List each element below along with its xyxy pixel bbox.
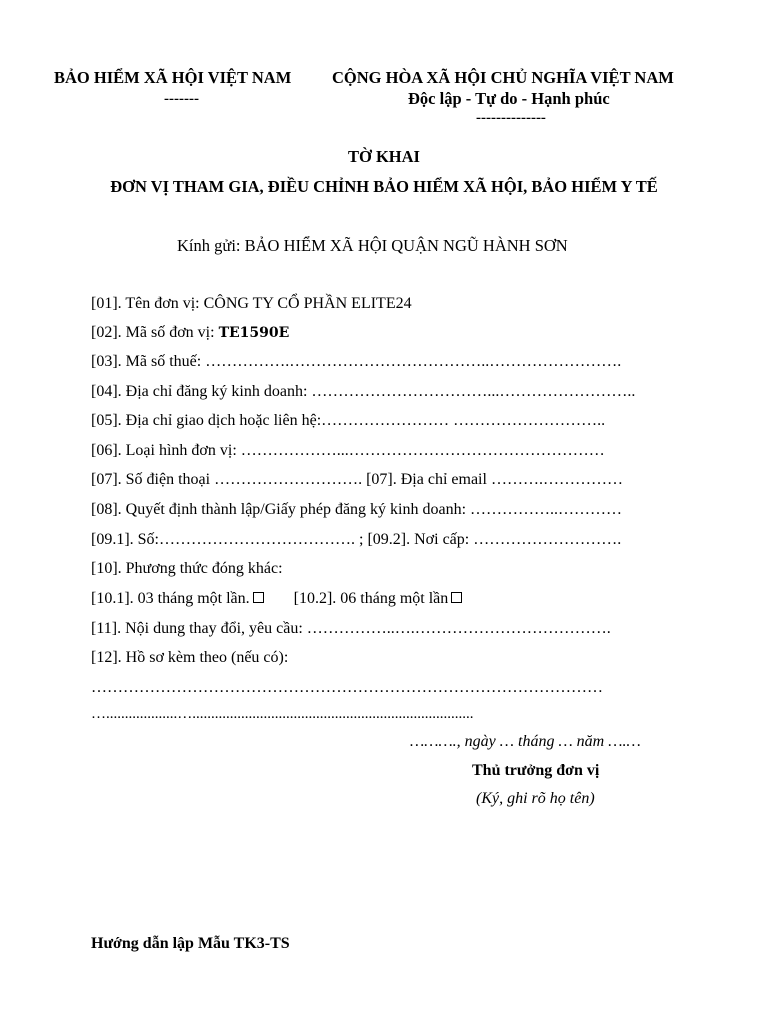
- signer-role: Thủ trưởng đơn vị: [472, 762, 600, 779]
- motto: Độc lập - Tự do - Hạnh phúc: [408, 89, 610, 108]
- date-line: ………., ngày … tháng … năm ….…: [410, 733, 641, 750]
- option-10-2-label: [10.2]. 06 tháng một lần: [293, 590, 449, 607]
- field-03: [03]. Mã số thuế: …………….………………………………..…………………….: [91, 353, 622, 370]
- title-sub: ĐƠN VỊ THAM GIA, ĐIỀU CHỈNH BẢO HIỂM XÃ HỘI, BẢO HIỂM Y TẾ: [110, 177, 658, 196]
- field-08: [08]. Quyết định thành lập/Giấy phép đăng ký kinh doanh: ……………..…………: [91, 501, 623, 518]
- field-05: [05]. Địa chỉ giao dịch hoặc liên hệ:…………………… ………………………..: [91, 412, 606, 429]
- option-10-1: [91, 590, 264, 607]
- field-10: [10]. Phương thức đóng khác:: [91, 560, 283, 577]
- field-02-value: TE1590E: [218, 325, 290, 341]
- field-11: [11]. Nội dung thay đổi, yêu cầu: ……………..….……………………………….: [91, 620, 611, 637]
- attachment-dots-1: ……………………………………………………………………………………: [91, 679, 603, 696]
- field-01: [01]. Tên đơn vị: CÔNG TY CỔ PHẦN ELITE24: [91, 295, 412, 312]
- guide-heading: Hướng dẫn lập Mẫu TK3-TS: [91, 935, 290, 952]
- field-02: [91, 324, 289, 342]
- field-10-options: [91, 590, 462, 608]
- recipient: Kính gửi: BẢO HIỂM XÃ HỘI QUẬN NGŨ HÀNH SƠN: [177, 236, 568, 255]
- field-09: [09.1]. Số:………………………………. ; [09.2]. Nơi cấp: ……………………….: [91, 531, 622, 548]
- option-10-1-checkbox[interactable]: [253, 592, 264, 603]
- field-02-label: [02]. Mã số đơn vị:: [91, 324, 219, 341]
- option-10-2: [294, 590, 463, 607]
- option-10-2-checkbox[interactable]: [451, 592, 462, 603]
- org-left: BẢO HIỂM XÃ HỘI VIỆT NAM: [54, 68, 292, 87]
- org-right: CỘNG HÒA XÃ HỘI CHỦ NGHĨA VIỆT NAM: [332, 68, 674, 87]
- field-07: [07]. Số điện thoại ………………………. [07]. Địa chỉ email ……….……………: [91, 471, 623, 488]
- field-06: [06]. Loại hình đơn vị: ………………...…………………………………………: [91, 442, 605, 459]
- title-main: TỜ KHAI: [348, 147, 420, 166]
- attachment-dots-2: …...................…...........................................................................: [91, 706, 474, 722]
- field-04: [04]. Địa chỉ đăng ký kinh doanh: ……………………………...……………………..: [91, 383, 636, 400]
- right-rule: --------------: [476, 110, 546, 126]
- signature-note: (Ký, ghi rõ họ tên): [476, 790, 595, 807]
- option-10-1-label: [10.1]. 03 tháng một lần.: [91, 590, 250, 607]
- left-rule: -------: [164, 91, 199, 107]
- field-12: [12]. Hồ sơ kèm theo (nếu có):: [91, 649, 289, 666]
